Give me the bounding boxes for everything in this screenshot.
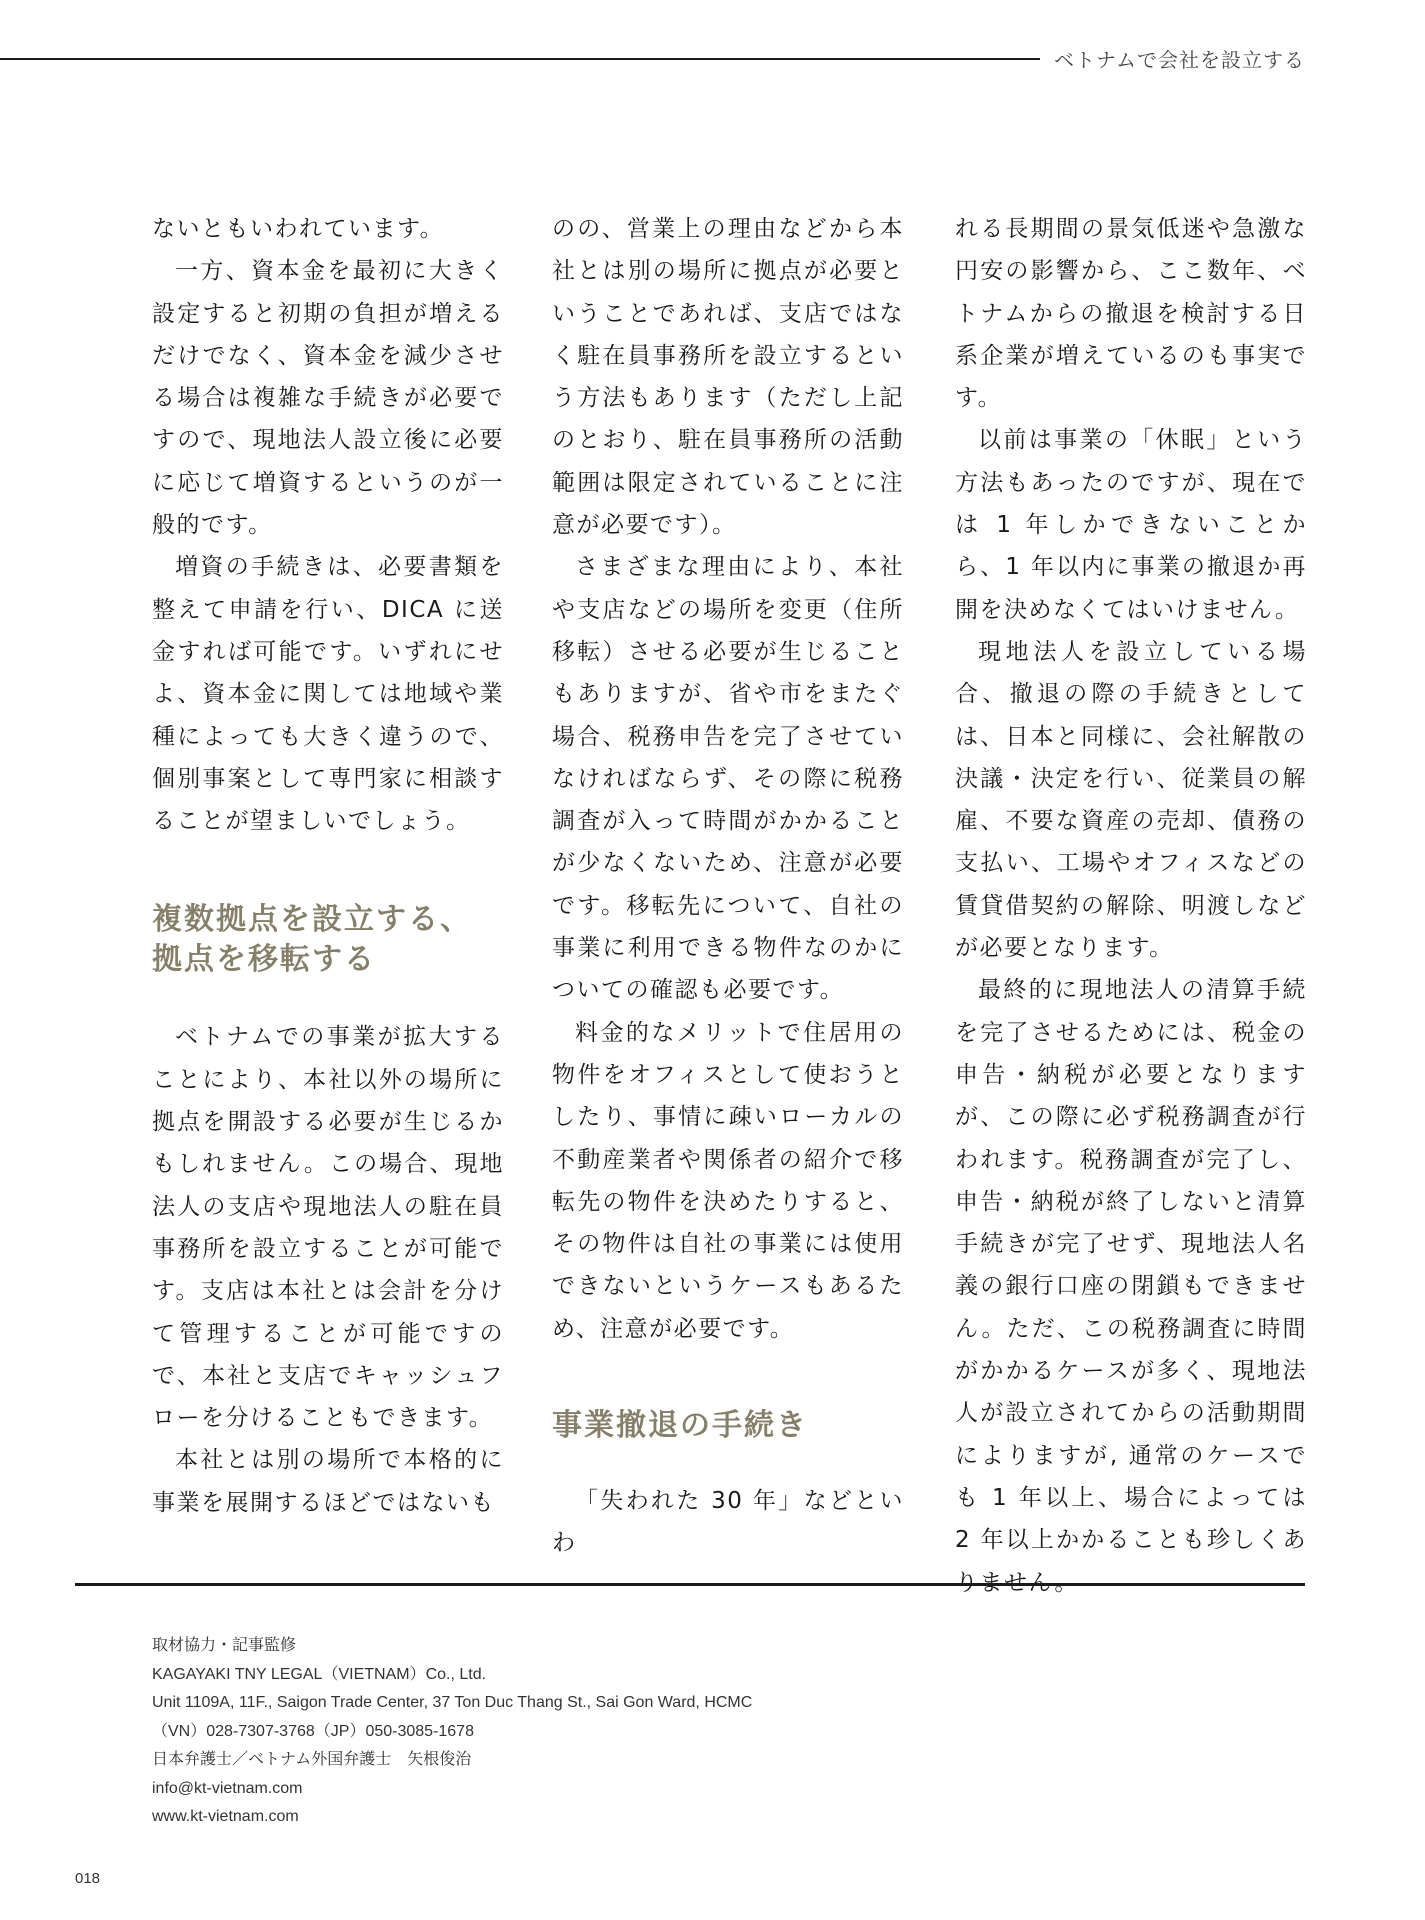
- credits-website[interactable]: www.kt-vietnam.com: [152, 1808, 299, 1825]
- page-number: 018: [75, 1870, 101, 1887]
- credits-phone: （VN）028-7307-3768（JP）050-3085-1678: [152, 1722, 474, 1740]
- body-paragraph: 増資の手続きは、必要書類を整えて申請を行い、DICA に送金すれば可能です。いずれにせよ、資本金に関しては地域や業種によっても大きく違うので、個別事案として専門家に相談することが望ましいでしょう。: [152, 554, 504, 835]
- body-paragraph: さまざまな理由により、本社や支店などの場所を変更（住所移転）させる必要が生じることもありますが、省や市をまたぐ場合、税務申告を完了させていなければならず、その際に税務調査が入って時間がかかることが少なくないため、注意が必要です。移転先について、自社の事業に利用できる物件なのかについての確認も必要です。: [552, 554, 904, 1004]
- body-paragraph: のの、営業上の理由などから本社とは別の場所に拠点が必要ということであれば、支店ではなく駐在員事務所を設立するという方法もあります（ただし上記のとおり、駐在員事務所の活動範囲は限定されていることに注意が必要です）。: [552, 216, 904, 539]
- section-heading-line: 拠点を移転する: [152, 942, 376, 978]
- section-heading-line: 複数拠点を設立する、: [152, 902, 472, 938]
- credits-email[interactable]: info@kt-vietnam.com: [152, 1779, 303, 1797]
- text-column-1: [152, 208, 504, 1524]
- text-column-3: [955, 208, 1307, 1604]
- credits-address: Unit 1109A, 11F., Saigon Trade Center, 37 Ton Duc Thang St., Sai Gon Ward, HCMC: [152, 1694, 753, 1711]
- section-heading: [552, 1406, 904, 1446]
- section-heading-line: 事業撤退の手続き: [552, 1408, 808, 1444]
- text-column-2: [552, 208, 904, 1565]
- body-paragraph: 本社とは別の場所で本格的に事業を展開するほどではないも: [152, 1447, 504, 1516]
- credits-company: KAGAYAKI TNY LEGAL（VIETNAM）Co., Ltd.: [152, 1665, 487, 1683]
- credits-heading: 取材協力・記事監修: [152, 1637, 297, 1654]
- section-heading: [152, 900, 504, 980]
- body-paragraph: 以前は事業の「休眠」という方法もあったのですが、現在では 1 年しかできないことから、1 年以内に事業の撤退か再開を決めなくてはいけません。: [955, 427, 1307, 623]
- body-paragraph: 現地法人を設立している場合、撤退の際の手続きとしては、日本と同様に、会社解散の決議・決定を行い、従業員の解雇、不要な資産の売却、債務の支払い、工場やオフィスなどの賃貸借契約の解除、明渡しなどが必要となります。: [955, 638, 1307, 962]
- body-paragraph: ないともいわれています。: [152, 216, 445, 242]
- body-paragraph: ベトナムでの事業が拡大することにより、本社以外の場所に拠点を開設する必要が生じるかもしれません。この場合、現地法人の支店や現地法人の駐在員事務所を設立することが可能です。支店は本社とは会計を分けて管理することが可能ですので、本社と支店でキャッシュフローを分けることもできます。: [152, 1024, 504, 1432]
- body-paragraph: 「失われた 30 年」などといわ: [552, 1488, 904, 1557]
- credits-block: [152, 1632, 752, 1832]
- running-header: ベトナムで会社を設立する: [1054, 48, 1305, 72]
- header-rule: [0, 58, 1040, 60]
- body-paragraph: 一方、資本金を最初に大きく設定すると初期の負担が増えるだけでなく、資本金を減少させる場合は複雑な手続きが必要ですので、現地法人設立後に必要に応じて増資するというのが一般的です。: [152, 258, 504, 539]
- credits-lawyer: 日本弁護士／ベトナム外国弁護士 矢根俊治: [152, 1751, 472, 1768]
- body-paragraph: れる長期間の景気低迷や急激な円安の影響から、ここ数年、ベトナムからの撤退を検討する日系企業が増えているのも事実です。: [955, 216, 1307, 412]
- body-paragraph: 料金的なメリットで住居用の物件をオフィスとして使おうとしたり、事情に疎いローカルの不動産業者や関係者の紹介で移転先の物件を決めたりすると、その物件は自社の事業には使用できないというケースもあるため、注意が必要です。: [552, 1019, 904, 1342]
- body-paragraph: 最終的に現地法人の清算手続を完了させるためには、税金の申告・納税が必要となりますが、この際に必ず税務調査が行われます。税務調査が完了し、申告・納税が終了しないと清算手続きが完了せず、現地法人名義の銀行口座の閉鎖もできません。ただ、この税務調査に時間がかかるケースが多く、現地法人が設立されてからの活動期間によりますが, 通常のケースでも 1 年以上、場合によっては 2 年以上かかることも珍しくありません。: [955, 977, 1307, 1596]
- footer-rule: [75, 1583, 1305, 1586]
